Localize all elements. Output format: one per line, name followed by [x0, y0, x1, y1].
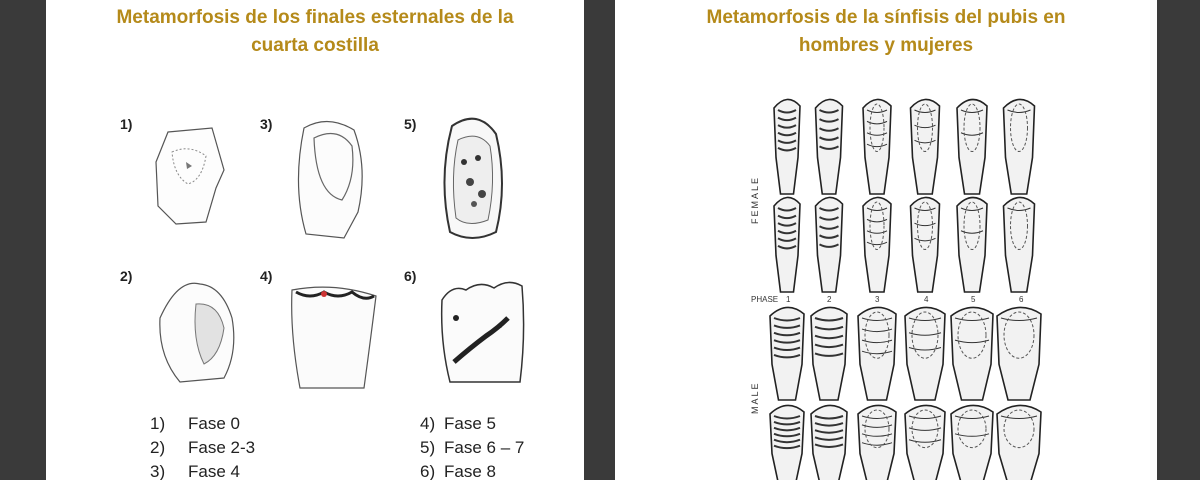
pubic-bone-sketch [770, 307, 804, 400]
pubic-bone-sketch [905, 405, 945, 480]
panel-label-2: 2) [120, 268, 133, 284]
legend-text: Fase 0 [188, 414, 240, 433]
pubic-bone-sketch [957, 99, 987, 194]
pubic-bone-sketch [811, 307, 847, 400]
rib-illustration-phase-5 [286, 284, 386, 394]
pubic-bone-sketch [911, 197, 940, 292]
title-line-1: Metamorfosis de la sínfisis del pubis en [706, 7, 1066, 28]
pubic-bone-sketch [774, 99, 800, 194]
phase-number-5: 5 [971, 295, 976, 304]
pubic-bone-sketch [863, 197, 891, 292]
pubic-bone-sketch [905, 307, 945, 400]
pubic-bone-sketch [951, 405, 993, 480]
legend-item-5 [420, 438, 524, 458]
legend-number: 2) [150, 438, 166, 457]
legend-item-4 [420, 414, 496, 434]
legend-item-3 [150, 462, 240, 480]
phase-number-6: 6 [1019, 295, 1024, 304]
pubic-bone-sketch [816, 197, 843, 292]
phase-number-4: 4 [924, 295, 929, 304]
panel-label-5: 5) [404, 116, 417, 132]
slide-rib-metamorphosis [46, 0, 584, 480]
pubic-bone-sketch [774, 197, 800, 292]
pubic-bone-sketch [1004, 99, 1035, 194]
legend-text: Fase 6 – 7 [444, 438, 525, 457]
pubic-bone-sketch [951, 307, 993, 400]
rib-illustration-phase-6-7 [434, 112, 514, 248]
phase-number-3: 3 [875, 295, 880, 304]
rib-illustration-phase-2-3 [150, 278, 250, 388]
legend-number: 4) [420, 414, 436, 433]
pubic-bone-sketch [811, 405, 847, 480]
panel-label-4: 4) [260, 268, 273, 284]
rib-illustration-phase-0 [150, 122, 240, 232]
pubic-bone-sketch [911, 99, 940, 194]
pubic-bone-sketch [770, 405, 804, 480]
title-line-2: cuarta costilla [251, 35, 379, 56]
pubic-bone-sketch [858, 405, 896, 480]
legend-item-2 [150, 438, 255, 458]
legend-text: Fase 5 [444, 414, 496, 433]
pubic-symphysis-illustration [615, 0, 1157, 480]
pubic-bone-sketch [997, 405, 1041, 480]
legend-item-6 [420, 462, 496, 480]
title-line-2: hombres y mujeres [798, 35, 974, 56]
legend-text: Fase 4 [188, 462, 240, 480]
pubic-bone-sketch [863, 99, 891, 194]
pubic-bone-sketch [997, 307, 1041, 400]
pubic-bone-sketch [1004, 197, 1035, 292]
pubic-bone-sketch [858, 307, 896, 400]
phase-number-1: 1 [786, 295, 791, 304]
rib-illustration-phase-8 [434, 278, 534, 388]
male-label: MALE [750, 381, 760, 414]
legend-text: Fase 2-3 [188, 438, 256, 457]
slide-title [46, 4, 584, 60]
slide-pubic-symphysis [615, 0, 1157, 480]
phase-word: PHASE [751, 295, 779, 304]
panel-label-1: 1) [120, 116, 133, 132]
female-label: FEMALE [750, 175, 760, 224]
title-line-1: Metamorfosis de los finales esternales de la [116, 7, 514, 28]
pubic-bone-sketch [957, 197, 987, 292]
legend-number: 5) [420, 438, 436, 457]
rib-illustration-phase-4 [286, 116, 376, 240]
phase-number-2: 2 [827, 295, 832, 304]
legend-item-1 [150, 414, 240, 434]
panel-label-6: 6) [404, 268, 417, 284]
legend-number: 1) [150, 414, 166, 433]
pubic-bone-sketch [816, 99, 843, 194]
panel-label-3: 3) [260, 116, 273, 132]
legend-text: Fase 8 [444, 462, 496, 480]
legend-number: 6) [420, 462, 436, 480]
legend-number: 3) [150, 462, 166, 480]
